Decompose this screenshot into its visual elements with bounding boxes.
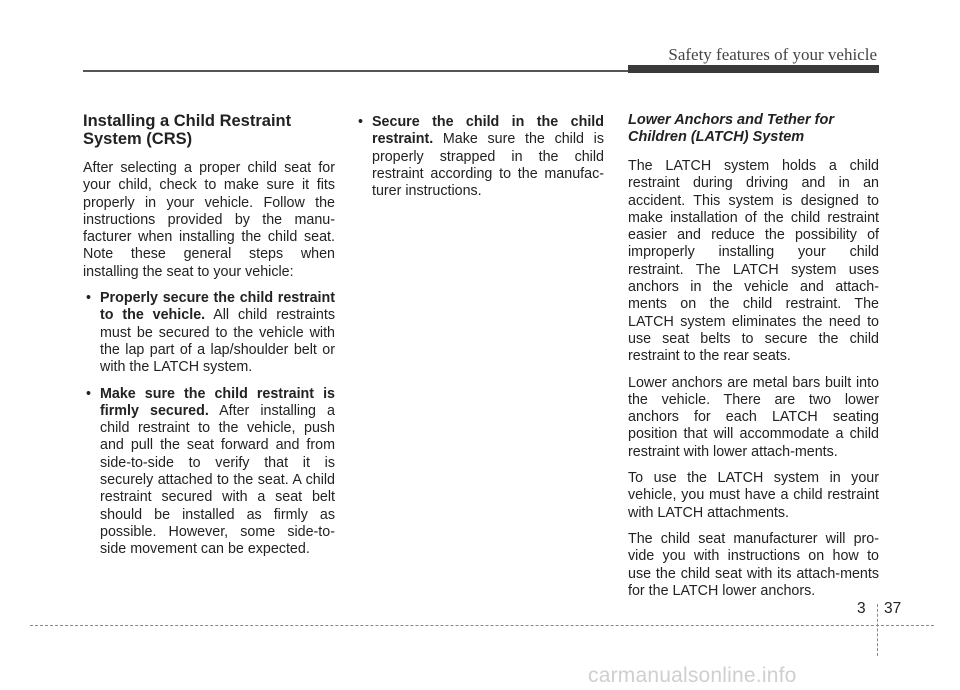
column-3 <box>628 112 879 609</box>
section-heading: Installing a Child Restraint System (CRS) <box>83 112 292 148</box>
bullet-icon: • <box>358 114 364 130</box>
header-tab <box>628 65 879 73</box>
bullet-text: After installing a child restraint to the vehicle, push and pull the seat forward and from side-to-side to verify that it is securely attached to the seat. A child restraint secured with a seat belt should be installed as firmly as possible. However, some side-to-side movement can be expected. <box>100 402 335 558</box>
column-2 <box>355 114 604 209</box>
bullet-item <box>83 290 335 376</box>
section-title: Safety features of your vehicle <box>668 45 877 64</box>
subsection-heading: Lower Anchors and Tether for Children (LATCH) System <box>628 112 834 145</box>
body-paragraph: Lower anchors are metal bars built into the vehicle. There are two lower anchors for each LATCH seating position that will accommodate a child restraint with lower attach-ments. <box>628 374 879 460</box>
body-paragraph: The LATCH system holds a child restraint during driving and in an accident. This system is designed to make installation of the child restraint easier and reduce the possibility of improperly installing your child restraint. The LATCH system uses anchors in the vehicle and attach-ments on the child restraint. The LATCH system eliminates the need to use seat belts to secure the child restraint to the rear seats. <box>628 158 879 365</box>
intro-paragraph: After selecting a proper child seat for your child, check to make sure it fits properly in your vehicle. Follow the instructions provided by the manu-facturer when installing the child seat. Note these general steps when installing the seat to your vehicle: <box>83 160 335 280</box>
bullet-icon: • <box>86 385 92 402</box>
footer-rule <box>30 625 934 626</box>
chapter-number: 3 <box>857 600 866 617</box>
watermark: carmanualsonline.info <box>588 664 797 687</box>
bullet-icon: • <box>86 290 92 307</box>
body-paragraph: The child seat manufacturer will pro-vide you with instructions on how to use the child seat with its attach-ments for the LATCH lower anchors. <box>628 530 879 599</box>
body-paragraph: To use the LATCH system in your vehicle, you must have a child restraint with LATCH attachments. <box>628 470 879 521</box>
column-1 <box>83 112 335 568</box>
footer-divider <box>877 604 878 656</box>
bullet-lead: Make sure the child restraint is firmly secured. <box>100 385 335 419</box>
bullet-text: Make sure the child is properly strapped in the child restraint according to the manufac-turer instructions. <box>372 131 604 200</box>
bullet-item <box>355 114 604 200</box>
page-number: 37 <box>884 600 902 617</box>
bullet-item <box>83 386 335 559</box>
bullet-lead: Secure the child in the child restraint. <box>372 114 604 148</box>
bullet-text: All child restraints must be secured to the vehicle with the lap part of a lap/shoulder belt or with the LATCH system. <box>100 307 336 376</box>
bullet-lead: Properly secure the child restraint to the vehicle. <box>100 290 335 324</box>
